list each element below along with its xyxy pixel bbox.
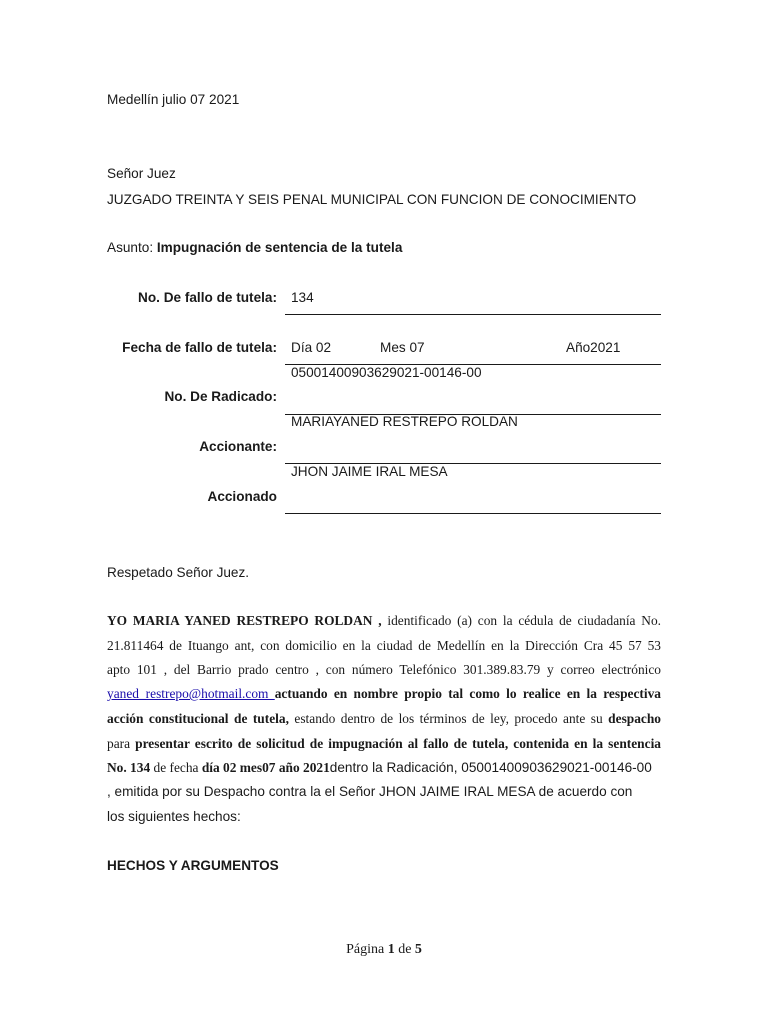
greeting: Respetado Señor Juez.	[107, 565, 250, 580]
accionado-value: JHON JAIME IRAL MESA	[291, 464, 448, 479]
body-line-9: los siguientes hechos:	[107, 809, 241, 824]
body-bold-text: despacho	[608, 711, 662, 726]
page-total: 5	[414, 942, 422, 957]
court-name: JUZGADO TREINTA Y SEIS PENAL MUNICIPAL CON FUNCION DE CONOCIMIENTO	[107, 192, 637, 207]
radicado-label: No. De Radicado:	[164, 389, 277, 404]
page-prefix: Página	[346, 942, 388, 957]
fecha-mes: Mes 07	[380, 340, 425, 355]
body-line-2: 21.811464 de Ituango ant, con domicilio en la ciudad de Medellín en la Dirección Cra 45 57 53	[107, 638, 661, 653]
fallo-value: 134	[291, 290, 314, 305]
body-bold-text: presentar escrito de solicitud de impugnación al fallo de tutela, contenida en la sentencia	[135, 736, 661, 751]
subject-line	[107, 240, 402, 255]
email-link[interactable]: yaned_restrepo@hotmail.com	[107, 686, 275, 701]
date-line: Medellín julio 07 2021	[107, 92, 240, 107]
accionante-label: Accionante:	[199, 439, 277, 454]
body-bold-text: actuando en nombre propio tal como lo realice en la respectiva	[274, 686, 661, 701]
body-text: para	[107, 736, 136, 751]
body-text: de fecha	[150, 760, 202, 775]
salutation: Señor Juez	[107, 166, 176, 181]
body-line-5	[107, 711, 661, 727]
page-number	[0, 942, 768, 958]
accionante-value: MARIAYANED RESTREPO ROLDAN	[291, 414, 518, 429]
body-text: identificado (a) con la cédula de ciudadanía No.	[381, 613, 661, 628]
body-line-6	[107, 736, 661, 752]
subject-value: Impugnación de sentencia de la tutela	[156, 240, 403, 255]
subject-label: Asunto:	[107, 240, 154, 255]
fecha-dia: Día 02	[291, 340, 332, 355]
page-of: de	[394, 942, 415, 957]
page-current: 1	[387, 942, 395, 957]
body-line-1	[107, 613, 661, 629]
body-line-4	[107, 686, 661, 702]
body-bold-text: No. 134	[107, 760, 151, 775]
body-line-3: apto 101 , del Barrio prado centro , con número Telefónico 301.389.83.79 y correo electrónico	[107, 662, 661, 677]
body-line-8: , emitida por su Despacho contra la el Señor JHON JAIME IRAL MESA de acuerdo con	[107, 784, 633, 799]
body-bold-text: día 02 mes07 año 2021	[201, 760, 330, 775]
section-heading: HECHOS Y ARGUMENTOS	[107, 858, 279, 873]
body-text: dentro la Radicación, 05001400903629021-00146-00	[329, 760, 652, 775]
petitioner-name: YO MARIA YANED RESTREPO ROLDAN ,	[107, 613, 382, 628]
fecha-anio: Año2021	[566, 340, 621, 355]
fallo-label: No. De fallo de tutela:	[138, 290, 277, 305]
accionado-label: Accionado	[207, 489, 277, 504]
radicado-value: 05001400903629021-00146-00	[291, 365, 482, 380]
body-bold-text: acción constitucional de tutela,	[107, 711, 289, 726]
body-text: estando dentro de los términos de ley, procedo ante su	[288, 711, 609, 726]
accionado-underline	[285, 513, 661, 514]
fallo-underline	[285, 314, 661, 315]
fecha-label: Fecha de fallo de tutela:	[122, 340, 277, 355]
body-line-7	[107, 760, 661, 776]
